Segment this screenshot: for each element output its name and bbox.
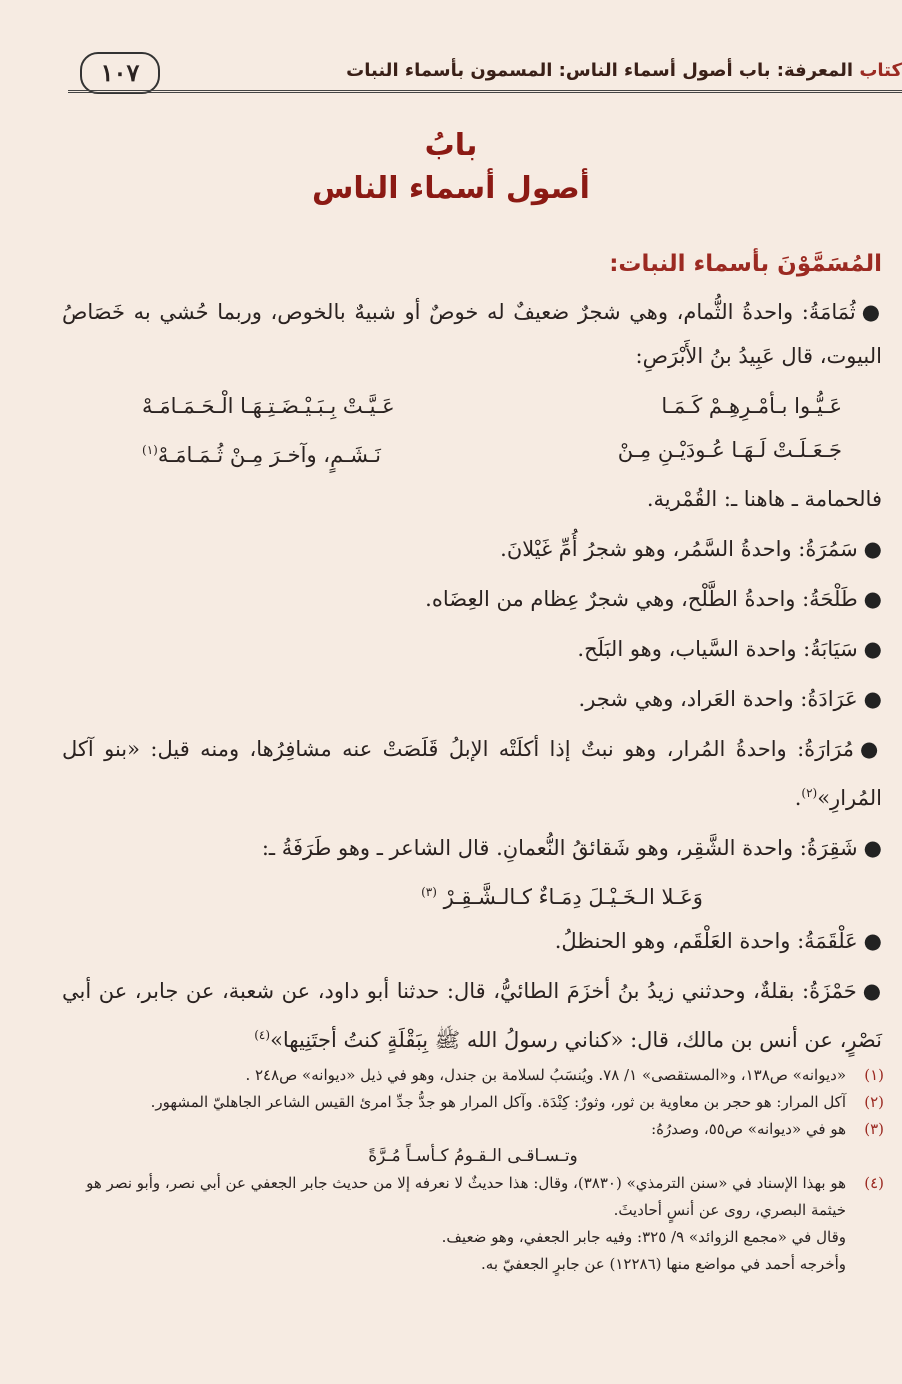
footnote: (٤) هو بهذا الإسناد في «سنن الترمذي» (٣٨٣٠)، وقال: هذا حديثٌ لا نعرفه إلا من حديث جابر الجعفي عن أبي نصر، وأبو نصر هو خيثمة البصري، روى عن أنسٍ أحاديثَ.: [86, 1174, 884, 1219]
bullet-icon: ●: [863, 587, 882, 611]
main-text: [62, 242, 882, 1068]
footnote: (٢) آكل المرار: هو حجر بن معاوية بن ثور، وثورٌ: كِنْدَة. وآكل المرار هو جدُّ جدِّ امرئ القيس الشاعر الجاهليّ المشهور.: [150, 1093, 884, 1111]
running-title: كتاب المعرفة: باب أصول أسماء الناس: المسمون بأسماء النبات: [346, 60, 902, 81]
footnote-verse: وتـسـاقـى الـقـومُ كـأسـاً مُـرَّةً: [368, 1146, 578, 1166]
bullet-icon: ●: [863, 929, 882, 953]
bullet-icon: ●: [863, 836, 882, 860]
verse-line: جَـعَـلَـتْ لَـهَـا عُـودَيْـنِ مِـنْ نَـشَـمٍ، وآخـرَ مِـنْ ثُـمَـامَـهْ$^{(١)}$: [142, 438, 842, 467]
verse-note: فالحمامة ـ هاهنا ـ: القُمْرية.: [646, 487, 882, 511]
chapter-title: بابُ أصول أسماء الناس: [312, 128, 590, 206]
verse-line: عَـيُّـوا بـأمْـرِهِـمْ كَـمَـا عَـيَّـتْ بِـبَـيْـضَـتِـهَـا الْـحَـمَـامَـهْ: [142, 394, 842, 418]
bullet-icon: ●: [859, 737, 883, 761]
header-rule: [68, 90, 902, 93]
entry: ●عَرَادَةُ: واحدة العَراد، وهي شجر.: [578, 687, 882, 711]
entry: ●مُرَارَةُ: واحدةُ المُرار، وهو نبتٌ إذا أكلَتْه الإبلُ قَلَصَتْ عنه مشافِرُها، ومنه قيل: «بنو آكل المُرارِ»$^{(٢)}$.: [62, 737, 883, 810]
entry: ●حَمْزَةُ: بقلةٌ، وحدثني زيدُ بنُ أخزَمَ الطائيُّ، قال: حدثنا أبو داود، عن شعبة، عن جابر، عن أبي نَصْرٍ، عن أنس بن مالك، قال: «كناني رسولُ الله ﷺ بِبَقْلَةٍ كنتُ أجتَنِيها»$^{(٤)}$: [62, 979, 882, 1052]
footnote-continuation: وقال في «مجمع الزوائد» ٩/ ٣٢٥: وفيه جابر الجعفي، وهو ضعيف.: [441, 1228, 846, 1246]
section-heading: المُسَمَّوْنَ بأسماء النبات:: [609, 251, 882, 277]
bullet-icon: ●: [863, 537, 882, 561]
entry: ●سَمُرَةُ: واحدةُ السَّمُر، وهو شجرُ أُمِّ غَيْلانَ.: [500, 537, 882, 561]
verse-line: وَعَـلا الـخَـيْـلَ دِمَـاءٌ كـالـشَّـقِـرْ $^{(٣)}$: [421, 885, 703, 909]
entry: ●سَيَابَةُ: واحدة السَّياب، وهو البَلَح.: [577, 637, 882, 661]
entry: ●عَلْقَمَةُ: واحدة العَلْقَم، وهو الحنظلُ.: [554, 929, 882, 953]
entry: ●ثُمَامَةُ: واحدةُ الثُّمام، وهي شجرٌ ضعيفٌ له خوصٌ أو شبيهٌ بالخوص، وربما حُشي به خَصَاصُ البيوت، قال عَبِيدُ بنُ الأَبْرَصِ:: [62, 300, 882, 368]
footnote-continuation: وأخرجه أحمد في مواضع منها (١٢٢٨٦) عن جابرٍ الجعفيّ به.: [481, 1255, 846, 1273]
bullet-icon: ●: [862, 979, 882, 1003]
page-header: [68, 52, 902, 92]
footnotes: [62, 1062, 884, 1278]
bullet-icon: ●: [861, 300, 882, 324]
footnote: (٣) هو في «ديوانه» ص٥٥، وصدرُهُ:: [651, 1120, 884, 1138]
page-number: ١٠٧: [80, 52, 160, 94]
bullet-icon: ●: [863, 687, 882, 711]
entry: ●طَلْحَةُ: واحدةُ الطَّلْح، وهي شجرٌ عِظام من العِضَاه.: [425, 587, 882, 611]
footnote: (١) «ديوانه» ص١٣٨، و«المستقصى» ١/ ٧٨. ويُنسَبُ لسلامة بن جندل، وهو في ذيل «ديوانه» ص٢٤٨ .: [245, 1066, 884, 1084]
bullet-icon: ●: [863, 637, 882, 661]
entry: ●شَقِرَةُ: واحدة الشَّقِر، وهو شَقائقُ النُّعمانِ. قال الشاعر ـ وهو طَرَفَةُ ـ:: [261, 836, 882, 860]
